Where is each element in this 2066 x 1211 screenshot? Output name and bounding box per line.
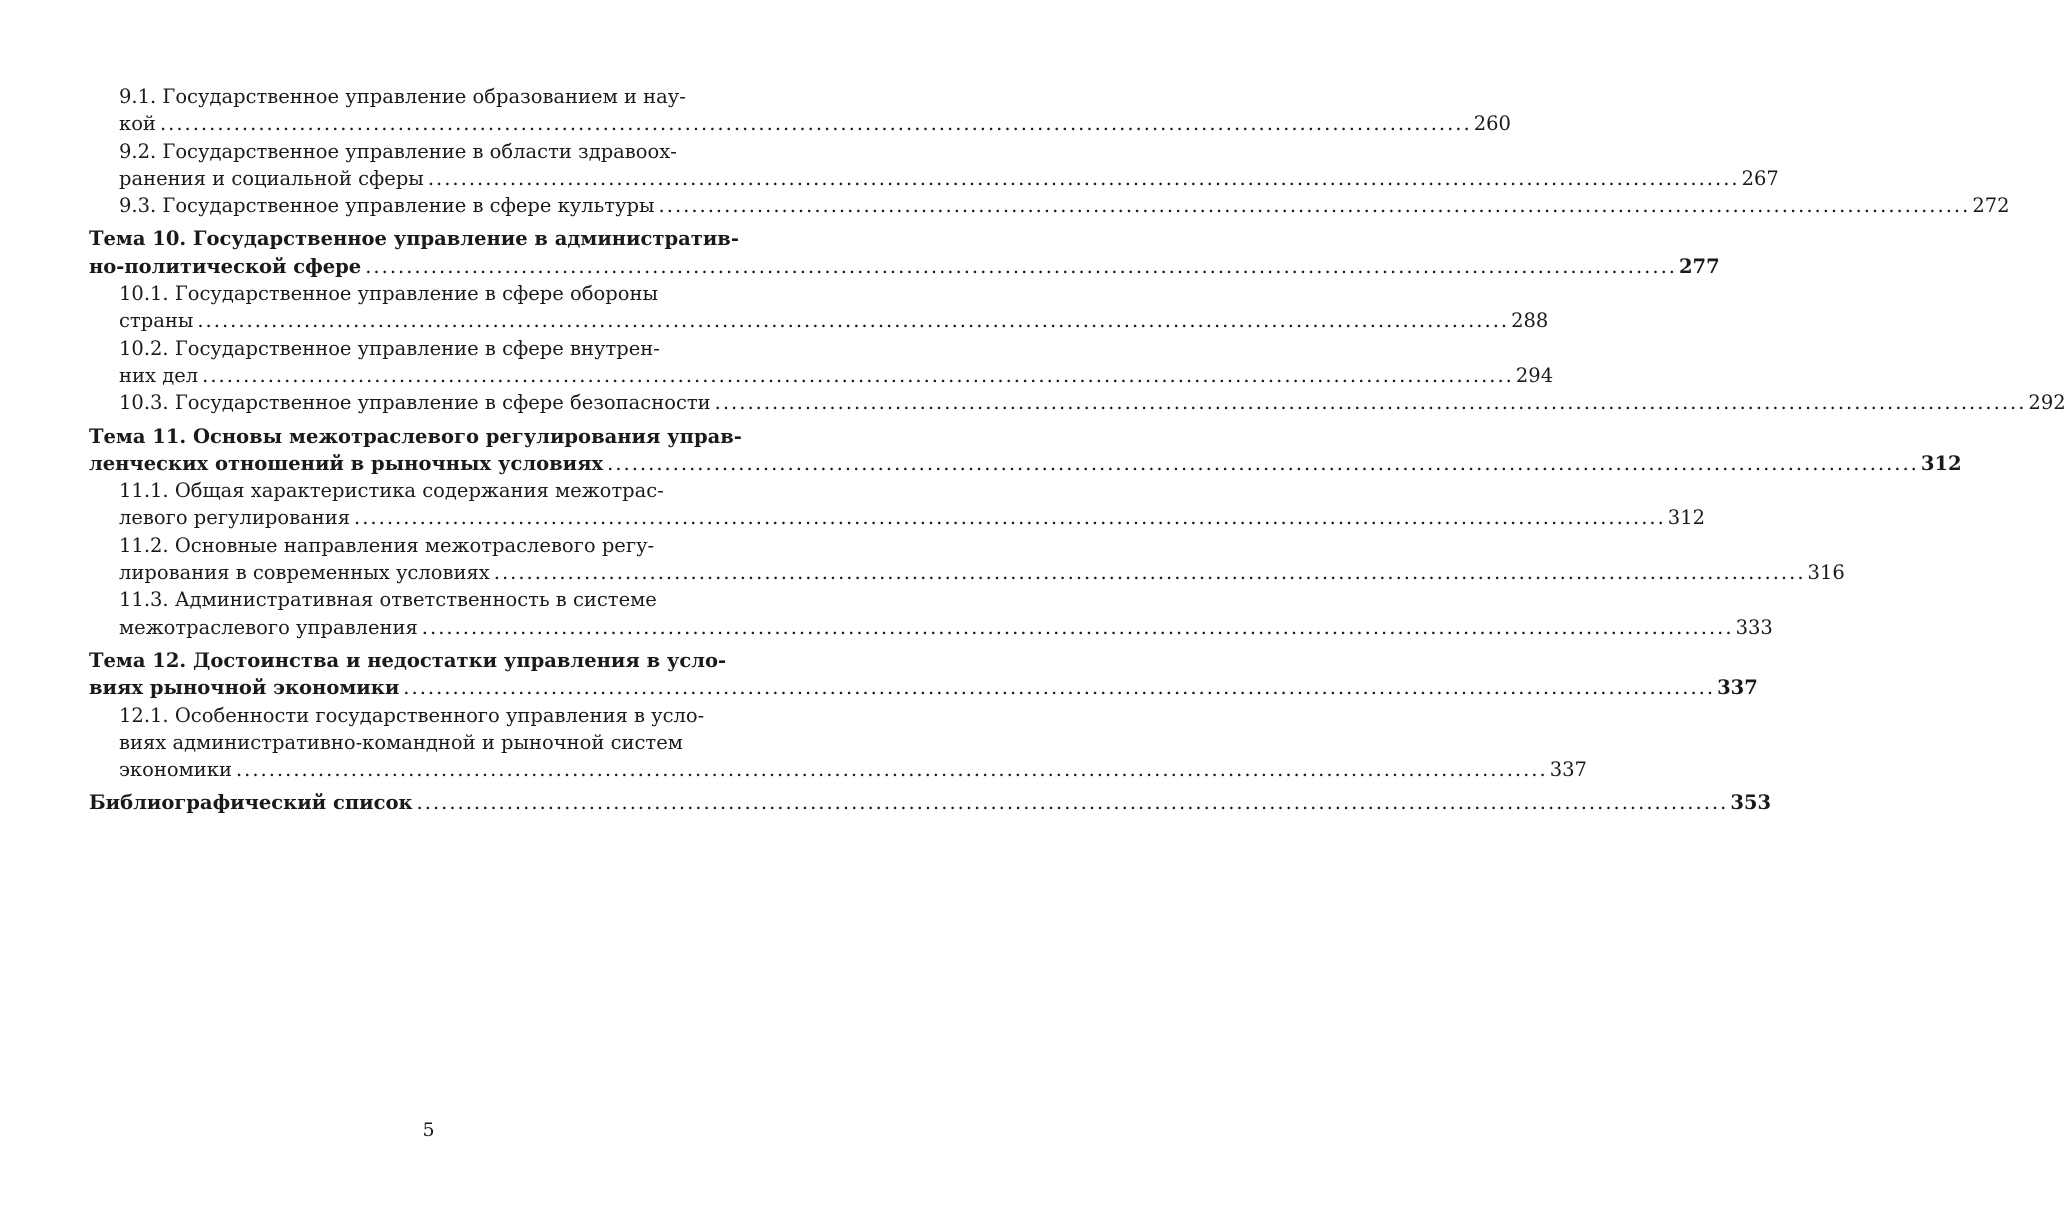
toc-entry-text: Тема 10. Государственное управление в административ-	[89, 227, 739, 251]
dot-leader	[659, 192, 1971, 219]
toc-entry-line	[89, 586, 766, 613]
toc-page-number: 337	[1549, 758, 1587, 782]
toc-entry-line	[89, 532, 766, 559]
dot-leader	[160, 110, 1472, 137]
toc-entry-text: 10.3. Государственное управление в сфере безопасности	[119, 391, 711, 415]
toc-entry-line	[89, 647, 766, 674]
toc-entry-line	[89, 138, 766, 165]
toc-page-number: 267	[1741, 166, 1779, 190]
toc-entry-line	[89, 389, 2066, 416]
toc-entry-line	[89, 335, 766, 362]
toc-entry-text: 9.1. Государственное управление образованием и нау-	[119, 85, 686, 108]
toc-entry-line	[89, 450, 1962, 477]
toc-entry-line	[89, 362, 1554, 389]
toc-page-number: 312	[1667, 506, 1706, 530]
toc-entry-line	[89, 225, 766, 252]
dot-leader	[197, 307, 1509, 334]
dot-leader	[236, 756, 1548, 783]
toc-entry-line	[89, 165, 1779, 192]
toc-entry-text: лирования в современных условиях	[119, 561, 490, 585]
toc-entry-line	[89, 614, 1773, 641]
toc-entry-text: 10.1. Государственное управление в сфере обороны	[119, 282, 658, 306]
toc-entry-line	[89, 477, 766, 504]
toc-page-number: 312	[1920, 451, 1962, 475]
toc-entry-line	[89, 280, 766, 307]
toc-entry-text: кой	[119, 112, 156, 136]
toc-page-number: 260	[1473, 112, 1511, 136]
dot-leader	[428, 165, 1740, 192]
toc-page-number: 272	[1972, 194, 2010, 218]
toc-entry-text: левого регулирования	[119, 506, 351, 530]
toc-page-number: 333	[1735, 615, 1773, 639]
dot-leader	[202, 362, 1514, 389]
toc-entry-line	[89, 192, 2010, 219]
toc-entry-line	[89, 110, 1511, 137]
toc-page-number: 294	[1515, 363, 1554, 387]
toc-entry-line	[89, 702, 766, 729]
toc-entry-text: 11.3. Административная ответственность в системе	[119, 588, 657, 612]
toc-page-number: 288	[1511, 309, 1549, 333]
dot-leader	[417, 789, 1729, 816]
toc-entry-text: межотраслевого управления	[119, 615, 418, 639]
toc-entry-text: экономики	[119, 758, 232, 782]
toc-entry-line	[89, 756, 1587, 783]
dot-leader	[354, 504, 1666, 531]
toc-entry-line	[89, 504, 1706, 531]
toc-entry-text: 10.2. Государственное управление в сфере внутрен-	[119, 336, 660, 360]
toc-entry-text: 12.1. Особенности государственного управления в усло-	[119, 703, 705, 727]
toc-entry-line	[89, 307, 1549, 334]
toc-entry-text: 11.2. Основные направления межотраслевого регу-	[119, 533, 655, 557]
toc-entry-text: но-политической сфере	[89, 254, 362, 278]
dot-leader	[494, 559, 1806, 586]
toc-entry-text: ленческих отношений в рыночных условиях	[89, 451, 604, 475]
table-of-contents	[89, 83, 2066, 817]
dot-leader	[365, 253, 1677, 280]
toc-entry-text: Тема 12. Достоинства и недостатки управления в усло-	[89, 648, 727, 672]
toc-entry-text: ранения и социальной сферы	[119, 166, 424, 190]
toc-entry-text: 9.3. Государственное управление в сфере культуры	[119, 194, 655, 218]
toc-entry-text: Тема 11. Основы межотраслевого регулирования управ-	[89, 424, 742, 448]
toc-entry-text: страны	[119, 309, 194, 333]
page-number: 5	[422, 1119, 435, 1141]
dot-leader	[715, 389, 2027, 416]
toc-entry-line	[89, 674, 1758, 701]
toc-entry-text: виях административно-командной и рыночной систем	[119, 730, 683, 754]
toc-entry-line	[89, 253, 1720, 280]
toc-page-number: 277	[1678, 254, 1720, 278]
dot-leader	[422, 614, 1734, 641]
toc-page-number: 292	[2028, 391, 2066, 415]
toc-entry-line	[89, 789, 1772, 816]
dot-leader	[607, 450, 1919, 477]
toc-entry-text: виях рыночной экономики	[89, 676, 400, 700]
toc-entry-line	[89, 83, 766, 110]
toc-entry-line	[89, 423, 766, 450]
toc-entry-text: них дел	[119, 363, 199, 387]
toc-entry-text: 9.2. Государственное управление в области здравоох-	[119, 139, 677, 163]
dot-leader	[403, 674, 1715, 701]
toc-page-number: 353	[1730, 791, 1772, 815]
toc-entry-text: 11.1. Общая характеристика содержания межотрас-	[119, 479, 664, 503]
toc-page-number: 337	[1717, 676, 1758, 700]
toc-page-number: 316	[1807, 561, 1845, 585]
toc-entry-text: Библиографический список	[89, 791, 413, 815]
toc-entry-line	[89, 559, 1845, 586]
toc-entry-line	[89, 729, 766, 756]
